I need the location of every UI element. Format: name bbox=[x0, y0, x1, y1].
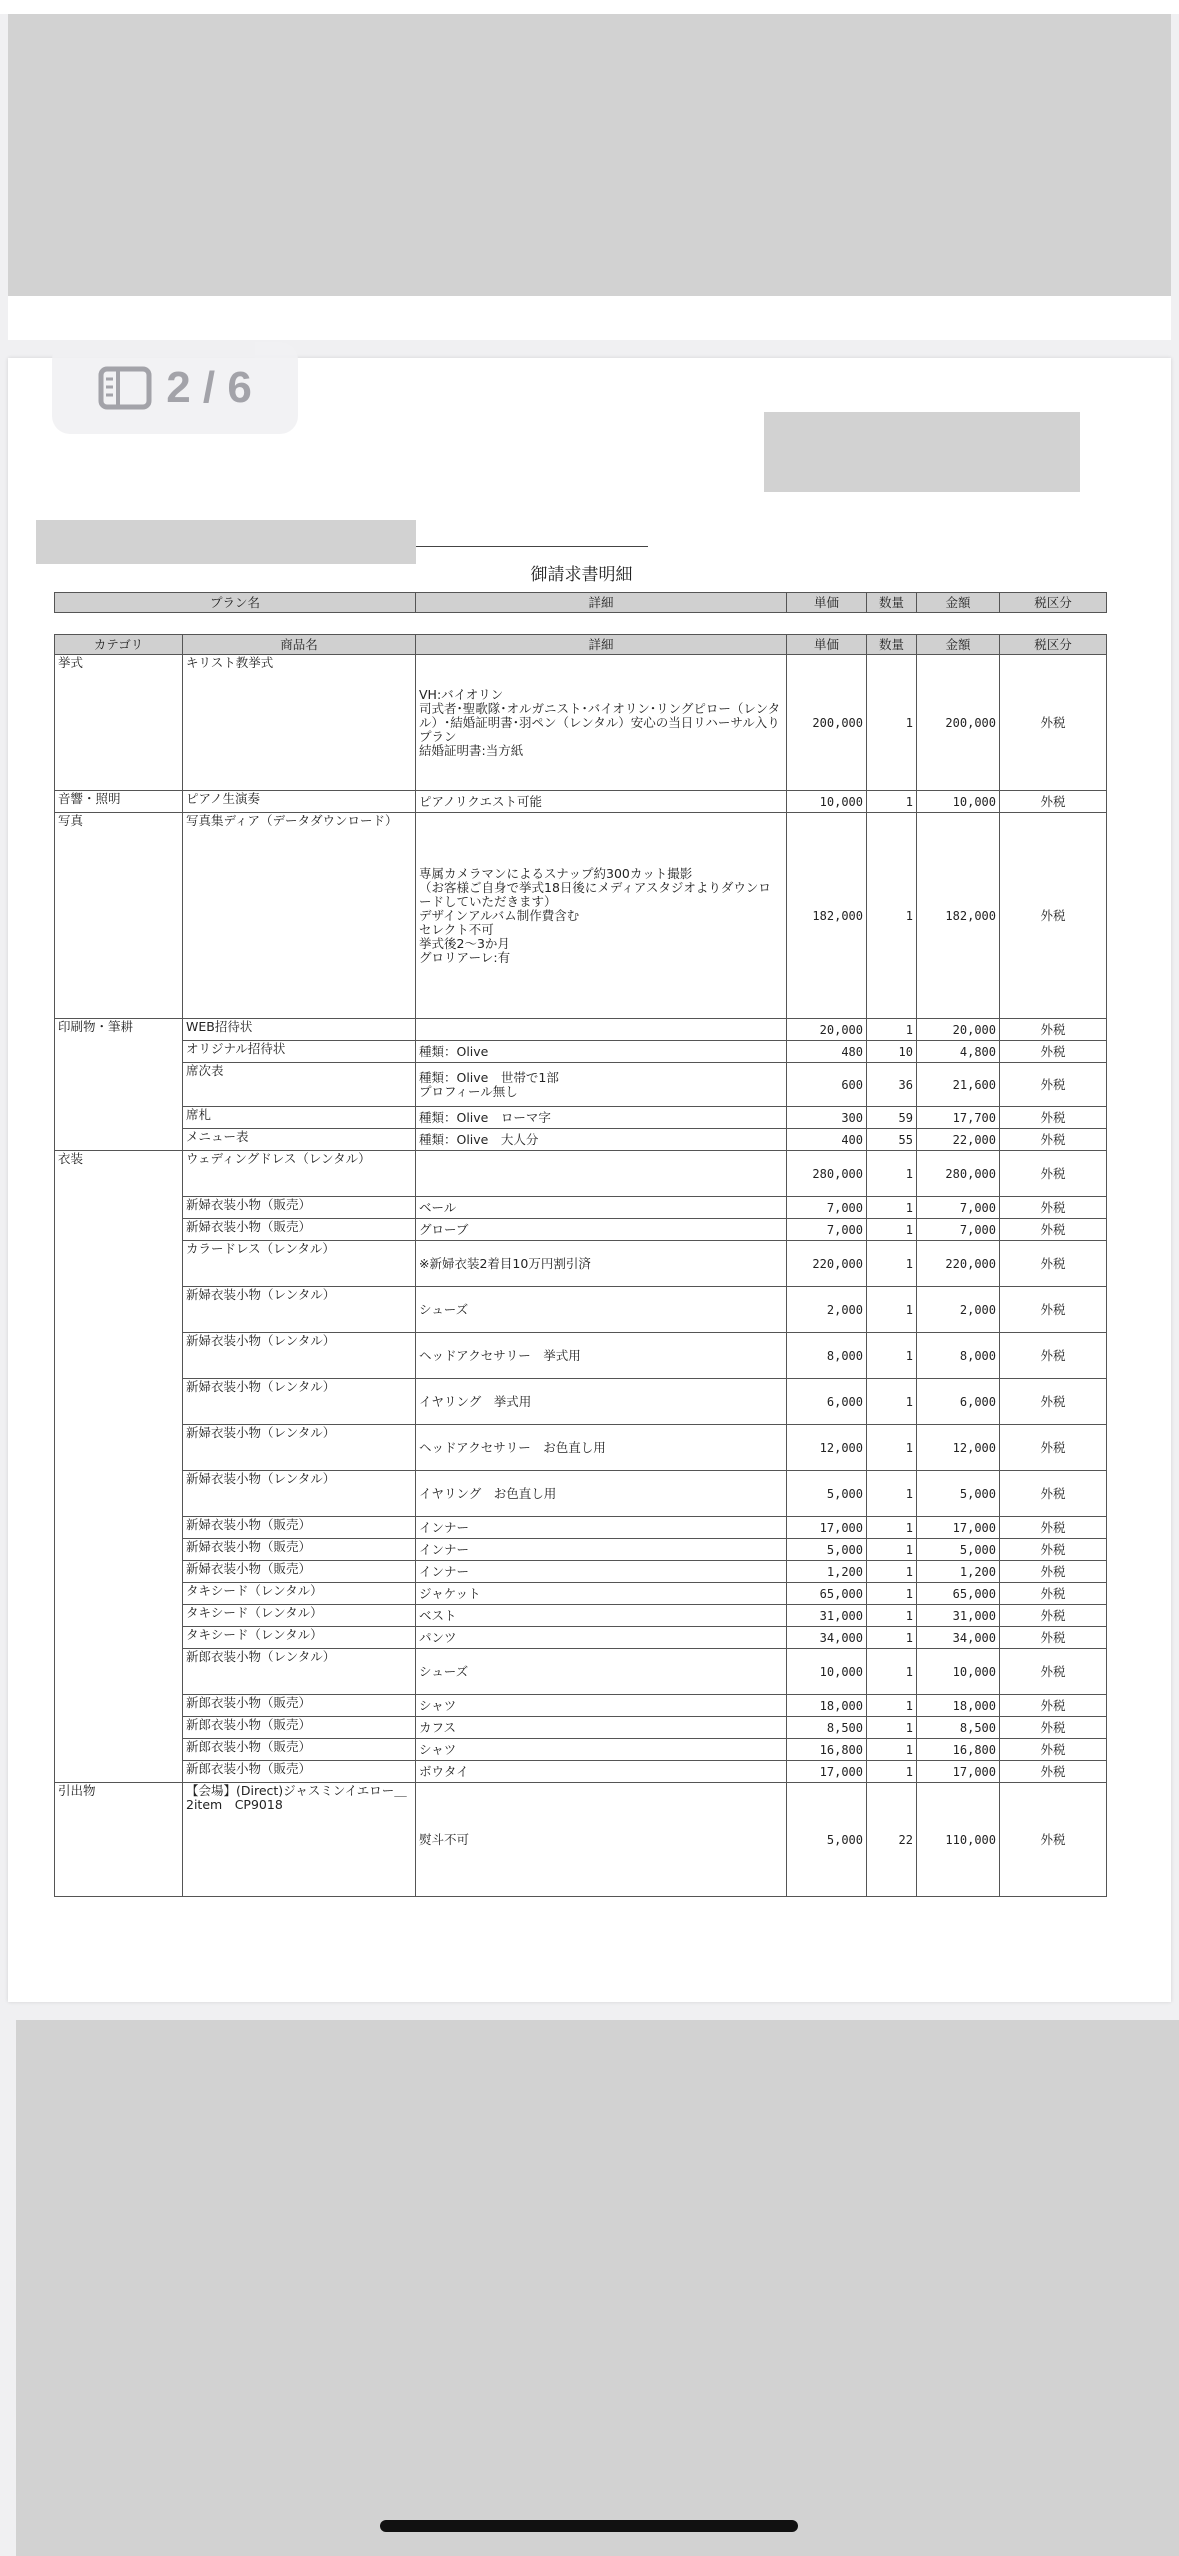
unit-price-cell: 7,000 bbox=[787, 1197, 867, 1219]
item-name-cell: WEB招待状 bbox=[183, 1019, 416, 1041]
unit-price-cell: 34,000 bbox=[787, 1627, 867, 1649]
quantity-cell: 1 bbox=[867, 1761, 917, 1783]
divider bbox=[416, 546, 648, 547]
amount-cell: 4,800 bbox=[917, 1041, 1000, 1063]
item-detail-cell: ベスト bbox=[416, 1605, 787, 1627]
table-row bbox=[55, 1471, 1107, 1517]
amount-cell: 21,600 bbox=[917, 1063, 1000, 1107]
amount-cell: 22,000 bbox=[917, 1129, 1000, 1151]
tax-type-cell: 外税 bbox=[1000, 1583, 1107, 1605]
items-header-cell: 数量 bbox=[867, 635, 917, 655]
redacted-region bbox=[8, 14, 1171, 296]
tax-type-cell: 外税 bbox=[1000, 1783, 1107, 1897]
quantity-cell: 1 bbox=[867, 1517, 917, 1539]
table-row bbox=[55, 1605, 1107, 1627]
plan-header-cell: プラン名 bbox=[55, 593, 416, 613]
tax-type-cell: 外税 bbox=[1000, 1333, 1107, 1379]
category-cell: 音響・照明 bbox=[55, 791, 183, 813]
amount-cell: 17,700 bbox=[917, 1107, 1000, 1129]
table-row bbox=[55, 1517, 1107, 1539]
table-row bbox=[55, 1783, 1107, 1897]
quantity-cell: 1 bbox=[867, 1561, 917, 1583]
unit-price-cell: 10,000 bbox=[787, 791, 867, 813]
table-row bbox=[55, 1627, 1107, 1649]
tax-type-cell: 外税 bbox=[1000, 1649, 1107, 1695]
table-row bbox=[55, 1425, 1107, 1471]
unit-price-cell: 7,000 bbox=[787, 1219, 867, 1241]
plan-header-row bbox=[55, 593, 1107, 613]
item-name-cell: 新婦衣装小物（レンタル） bbox=[183, 1333, 416, 1379]
item-name-cell: メニュー表 bbox=[183, 1129, 416, 1151]
item-name-cell: 写真集ディア（データダウンロード） bbox=[183, 813, 416, 1019]
tax-type-cell: 外税 bbox=[1000, 813, 1107, 1019]
unit-price-cell: 20,000 bbox=[787, 1019, 867, 1041]
plan-header-cell: 税区分 bbox=[1000, 593, 1107, 613]
unit-price-cell: 65,000 bbox=[787, 1583, 867, 1605]
item-name-cell: 新婦衣装小物（販売） bbox=[183, 1219, 416, 1241]
quantity-cell: 22 bbox=[867, 1783, 917, 1897]
item-detail-cell: ジャケット bbox=[416, 1583, 787, 1605]
item-name-cell: キリスト教挙式 bbox=[183, 655, 416, 791]
items-header-cell: 詳細 bbox=[416, 635, 787, 655]
tax-type-cell: 外税 bbox=[1000, 1041, 1107, 1063]
item-name-cell: 新婦衣装小物（レンタル） bbox=[183, 1287, 416, 1333]
tax-type-cell: 外税 bbox=[1000, 1129, 1107, 1151]
amount-cell: 20,000 bbox=[917, 1019, 1000, 1041]
item-name-cell: タキシード（レンタル） bbox=[183, 1627, 416, 1649]
item-detail-cell: ヘッドアクセサリー お色直し用 bbox=[416, 1425, 787, 1471]
item-detail-cell: ※新婦衣装2着目10万円割引済 bbox=[416, 1241, 787, 1287]
amount-cell: 1,200 bbox=[917, 1561, 1000, 1583]
tax-type-cell: 外税 bbox=[1000, 1627, 1107, 1649]
category-cell: 引出物 bbox=[55, 1783, 183, 1897]
unit-price-cell: 8,000 bbox=[787, 1333, 867, 1379]
quantity-cell: 1 bbox=[867, 655, 917, 791]
quantity-cell: 1 bbox=[867, 813, 917, 1019]
unit-price-cell: 31,000 bbox=[787, 1605, 867, 1627]
category-cell: 衣装 bbox=[55, 1151, 183, 1783]
item-detail-cell: 種類：Olive 世帯で1部 プロフィール無し bbox=[416, 1063, 787, 1107]
items-header-cell: 金額 bbox=[917, 635, 1000, 655]
item-name-cell: ピアノ生演奏 bbox=[183, 791, 416, 813]
item-name-cell: 新郎衣装小物（販売） bbox=[183, 1695, 416, 1717]
item-detail-cell: VH:バイオリン 司式者･聖歌隊･オルガニスト･バイオリン･リングピロー（レンタル）･結婚証明書･羽ペン（レンタル）安心の当日リハーサル入りプラン 結婚証明書:当方紙 bbox=[416, 655, 787, 791]
item-detail-cell: シューズ bbox=[416, 1649, 787, 1695]
unit-price-cell: 16,800 bbox=[787, 1739, 867, 1761]
amount-cell: 31,000 bbox=[917, 1605, 1000, 1627]
item-name-cell: 新婦衣装小物（販売） bbox=[183, 1197, 416, 1219]
item-name-cell: 新婦衣装小物（レンタル） bbox=[183, 1471, 416, 1517]
table-row bbox=[55, 1219, 1107, 1241]
quantity-cell: 1 bbox=[867, 1287, 917, 1333]
tax-type-cell: 外税 bbox=[1000, 1107, 1107, 1129]
table-row bbox=[55, 1695, 1107, 1717]
table-row bbox=[55, 1649, 1107, 1695]
amount-cell: 10,000 bbox=[917, 1649, 1000, 1695]
table-row bbox=[55, 1107, 1107, 1129]
table-row bbox=[55, 1287, 1107, 1333]
item-detail-cell: シャツ bbox=[416, 1695, 787, 1717]
unit-price-cell: 18,000 bbox=[787, 1695, 867, 1717]
amount-cell: 17,000 bbox=[917, 1517, 1000, 1539]
amount-cell: 110,000 bbox=[917, 1783, 1000, 1897]
item-detail-cell bbox=[416, 1019, 787, 1041]
item-detail-cell: インナー bbox=[416, 1561, 787, 1583]
quantity-cell: 1 bbox=[867, 791, 917, 813]
quantity-cell: 10 bbox=[867, 1041, 917, 1063]
items-header-cell: 単価 bbox=[787, 635, 867, 655]
items-header-cell: カテゴリ bbox=[55, 635, 183, 655]
unit-price-cell: 17,000 bbox=[787, 1761, 867, 1783]
category-cell: 印刷物・筆耕 bbox=[55, 1019, 183, 1151]
item-detail-cell: ヘッドアクセサリー 挙式用 bbox=[416, 1333, 787, 1379]
item-detail-cell bbox=[416, 1151, 787, 1197]
document-title: 御請求書明細 bbox=[530, 565, 633, 585]
unit-price-cell: 12,000 bbox=[787, 1425, 867, 1471]
item-name-cell: 新郎衣装小物（販売） bbox=[183, 1717, 416, 1739]
amount-cell: 17,000 bbox=[917, 1761, 1000, 1783]
item-name-cell: 新婦衣装小物（販売） bbox=[183, 1539, 416, 1561]
item-name-cell: タキシード（レンタル） bbox=[183, 1605, 416, 1627]
tax-type-cell: 外税 bbox=[1000, 1063, 1107, 1107]
tax-type-cell: 外税 bbox=[1000, 1425, 1107, 1471]
quantity-cell: 59 bbox=[867, 1107, 917, 1129]
tax-type-cell: 外税 bbox=[1000, 1287, 1107, 1333]
amount-cell: 8,000 bbox=[917, 1333, 1000, 1379]
item-name-cell: 新郎衣装小物（レンタル） bbox=[183, 1649, 416, 1695]
unit-price-cell: 480 bbox=[787, 1041, 867, 1063]
amount-cell: 5,000 bbox=[917, 1539, 1000, 1561]
plan-header-cell: 詳細 bbox=[416, 593, 787, 613]
tax-type-cell: 外税 bbox=[1000, 1605, 1107, 1627]
quantity-cell: 1 bbox=[867, 1717, 917, 1739]
item-name-cell: 新婦衣装小物（レンタル） bbox=[183, 1425, 416, 1471]
tax-type-cell: 外税 bbox=[1000, 1151, 1107, 1197]
tax-type-cell: 外税 bbox=[1000, 1539, 1107, 1561]
unit-price-cell: 280,000 bbox=[787, 1151, 867, 1197]
amount-cell: 16,800 bbox=[917, 1739, 1000, 1761]
item-name-cell: 新郎衣装小物（販売） bbox=[183, 1761, 416, 1783]
item-name-cell: タキシード（レンタル） bbox=[183, 1583, 416, 1605]
top-area bbox=[0, 0, 1179, 14]
table-row bbox=[55, 655, 1107, 791]
unit-price-cell: 1,200 bbox=[787, 1561, 867, 1583]
amount-cell: 34,000 bbox=[917, 1627, 1000, 1649]
amount-cell: 7,000 bbox=[917, 1197, 1000, 1219]
table-row bbox=[55, 1379, 1107, 1425]
tax-type-cell: 外税 bbox=[1000, 1695, 1107, 1717]
unit-price-cell: 200,000 bbox=[787, 655, 867, 791]
quantity-cell: 1 bbox=[867, 1739, 917, 1761]
quantity-cell: 1 bbox=[867, 1379, 917, 1425]
amount-cell: 10,000 bbox=[917, 791, 1000, 813]
items-table bbox=[54, 634, 1107, 1897]
unit-price-cell: 5,000 bbox=[787, 1783, 867, 1897]
item-name-cell: 席次表 bbox=[183, 1063, 416, 1107]
amount-cell: 220,000 bbox=[917, 1241, 1000, 1287]
quantity-cell: 1 bbox=[867, 1539, 917, 1561]
quantity-cell: 55 bbox=[867, 1129, 917, 1151]
next-page[interactable] bbox=[16, 2020, 1179, 2556]
unit-price-cell: 10,000 bbox=[787, 1649, 867, 1695]
item-name-cell: 新郎衣装小物（販売） bbox=[183, 1739, 416, 1761]
plan-header-cell: 単価 bbox=[787, 593, 867, 613]
tax-type-cell: 外税 bbox=[1000, 1197, 1107, 1219]
tax-type-cell: 外税 bbox=[1000, 1561, 1107, 1583]
table-row bbox=[55, 1019, 1107, 1041]
tax-type-cell: 外税 bbox=[1000, 1241, 1107, 1287]
item-detail-cell: グローブ bbox=[416, 1219, 787, 1241]
item-detail-cell: イヤリング お色直し用 bbox=[416, 1471, 787, 1517]
quantity-cell: 36 bbox=[867, 1063, 917, 1107]
tax-type-cell: 外税 bbox=[1000, 1019, 1107, 1041]
table-row bbox=[55, 1739, 1107, 1761]
item-name-cell: カラードレス（レンタル） bbox=[183, 1241, 416, 1287]
unit-price-cell: 2,000 bbox=[787, 1287, 867, 1333]
item-name-cell: 新婦衣装小物（販売） bbox=[183, 1517, 416, 1539]
tax-type-cell: 外税 bbox=[1000, 655, 1107, 791]
item-detail-cell: シャツ bbox=[416, 1739, 787, 1761]
item-detail-cell: インナー bbox=[416, 1517, 787, 1539]
items-header-row bbox=[55, 635, 1107, 655]
item-name-cell: 新婦衣装小物（販売） bbox=[183, 1561, 416, 1583]
item-detail-cell: シューズ bbox=[416, 1287, 787, 1333]
quantity-cell: 1 bbox=[867, 1019, 917, 1041]
item-name-cell: オリジナル招待状 bbox=[183, 1041, 416, 1063]
unit-price-cell: 8,500 bbox=[787, 1717, 867, 1739]
item-name-cell: ウェディングドレス（レンタル） bbox=[183, 1151, 416, 1197]
quantity-cell: 1 bbox=[867, 1627, 917, 1649]
amount-cell: 8,500 bbox=[917, 1717, 1000, 1739]
item-detail-cell: 専属カメラマンによるスナップ約300カット撮影 （お客様ご自身で挙式18日後にメディアスタジオよりダウンロードしていただきます） デザインアルバム制作費含む セレクト不可 挙式後2～3か月 グロリアーレ:有 bbox=[416, 813, 787, 1019]
table-row bbox=[55, 813, 1107, 1019]
item-name-cell: 席札 bbox=[183, 1107, 416, 1129]
tax-type-cell: 外税 bbox=[1000, 1717, 1107, 1739]
amount-cell: 2,000 bbox=[917, 1287, 1000, 1333]
quantity-cell: 1 bbox=[867, 1333, 917, 1379]
amount-cell: 280,000 bbox=[917, 1151, 1000, 1197]
table-row bbox=[55, 1333, 1107, 1379]
item-name-cell: 【会場】(Direct)ジャスミンイエロー＿2item CP9018 bbox=[183, 1783, 416, 1897]
quantity-cell: 1 bbox=[867, 1151, 917, 1197]
unit-price-cell: 300 bbox=[787, 1107, 867, 1129]
items-header-cell: 商品名 bbox=[183, 635, 416, 655]
table-row bbox=[55, 1717, 1107, 1739]
amount-cell: 5,000 bbox=[917, 1471, 1000, 1517]
quantity-cell: 1 bbox=[867, 1241, 917, 1287]
amount-cell: 12,000 bbox=[917, 1425, 1000, 1471]
table-row bbox=[55, 1063, 1107, 1107]
quantity-cell: 1 bbox=[867, 1197, 917, 1219]
item-detail-cell: カフス bbox=[416, 1717, 787, 1739]
amount-cell: 65,000 bbox=[917, 1583, 1000, 1605]
unit-price-cell: 5,000 bbox=[787, 1471, 867, 1517]
quantity-cell: 1 bbox=[867, 1695, 917, 1717]
quantity-cell: 1 bbox=[867, 1649, 917, 1695]
table-row bbox=[55, 1561, 1107, 1583]
unit-price-cell: 6,000 bbox=[787, 1379, 867, 1425]
table-row bbox=[55, 1197, 1107, 1219]
quantity-cell: 1 bbox=[867, 1219, 917, 1241]
item-detail-cell: 種類：Olive 大人分 bbox=[416, 1129, 787, 1151]
table-row bbox=[55, 1041, 1107, 1063]
table-row bbox=[55, 791, 1107, 813]
page-indicator-text: 2 / 6 bbox=[166, 363, 252, 412]
redacted-region bbox=[36, 520, 416, 564]
quantity-cell: 1 bbox=[867, 1471, 917, 1517]
home-indicator[interactable] bbox=[380, 2520, 798, 2532]
tax-type-cell: 外税 bbox=[1000, 1739, 1107, 1761]
quantity-cell: 1 bbox=[867, 1583, 917, 1605]
tax-type-cell: 外税 bbox=[1000, 1219, 1107, 1241]
category-cell: 挙式 bbox=[55, 655, 183, 791]
table-row bbox=[55, 1129, 1107, 1151]
table-row bbox=[55, 1151, 1107, 1197]
item-detail-cell: ピアノリクエスト可能 bbox=[416, 791, 787, 813]
plan-header-cell: 金額 bbox=[917, 593, 1000, 613]
amount-cell: 200,000 bbox=[917, 655, 1000, 791]
item-detail-cell: ボウタイ bbox=[416, 1761, 787, 1783]
unit-price-cell: 182,000 bbox=[787, 813, 867, 1019]
amount-cell: 182,000 bbox=[917, 813, 1000, 1019]
items-header-cell: 税区分 bbox=[1000, 635, 1107, 655]
item-detail-cell: インナー bbox=[416, 1539, 787, 1561]
plan-table bbox=[54, 592, 1107, 613]
table-row bbox=[55, 1583, 1107, 1605]
tax-type-cell: 外税 bbox=[1000, 791, 1107, 813]
item-detail-cell: ベール bbox=[416, 1197, 787, 1219]
item-detail-cell: イヤリング 挙式用 bbox=[416, 1379, 787, 1425]
sidebar-icon bbox=[98, 366, 152, 410]
tax-type-cell: 外税 bbox=[1000, 1379, 1107, 1425]
unit-price-cell: 400 bbox=[787, 1129, 867, 1151]
table-row bbox=[55, 1241, 1107, 1287]
unit-price-cell: 17,000 bbox=[787, 1517, 867, 1539]
unit-price-cell: 600 bbox=[787, 1063, 867, 1107]
previous-page[interactable] bbox=[8, 14, 1171, 340]
unit-price-cell: 220,000 bbox=[787, 1241, 867, 1287]
tax-type-cell: 外税 bbox=[1000, 1761, 1107, 1783]
table-row bbox=[55, 1761, 1107, 1783]
plan-header-cell: 数量 bbox=[867, 593, 917, 613]
item-detail-cell: 種類：Olive ローマ字 bbox=[416, 1107, 787, 1129]
unit-price-cell: 5,000 bbox=[787, 1539, 867, 1561]
category-cell: 写真 bbox=[55, 813, 183, 1019]
quantity-cell: 1 bbox=[867, 1605, 917, 1627]
item-name-cell: 新婦衣装小物（レンタル） bbox=[183, 1379, 416, 1425]
quantity-cell: 1 bbox=[867, 1425, 917, 1471]
redacted-region bbox=[764, 412, 1080, 492]
tax-type-cell: 外税 bbox=[1000, 1471, 1107, 1517]
amount-cell: 7,000 bbox=[917, 1219, 1000, 1241]
amount-cell: 18,000 bbox=[917, 1695, 1000, 1717]
tax-type-cell: 外税 bbox=[1000, 1517, 1107, 1539]
table-row bbox=[55, 1539, 1107, 1561]
item-detail-cell: 熨斗不可 bbox=[416, 1783, 787, 1897]
page-indicator[interactable] bbox=[52, 342, 298, 434]
amount-cell: 6,000 bbox=[917, 1379, 1000, 1425]
item-detail-cell: 種類：Olive bbox=[416, 1041, 787, 1063]
item-detail-cell: パンツ bbox=[416, 1627, 787, 1649]
